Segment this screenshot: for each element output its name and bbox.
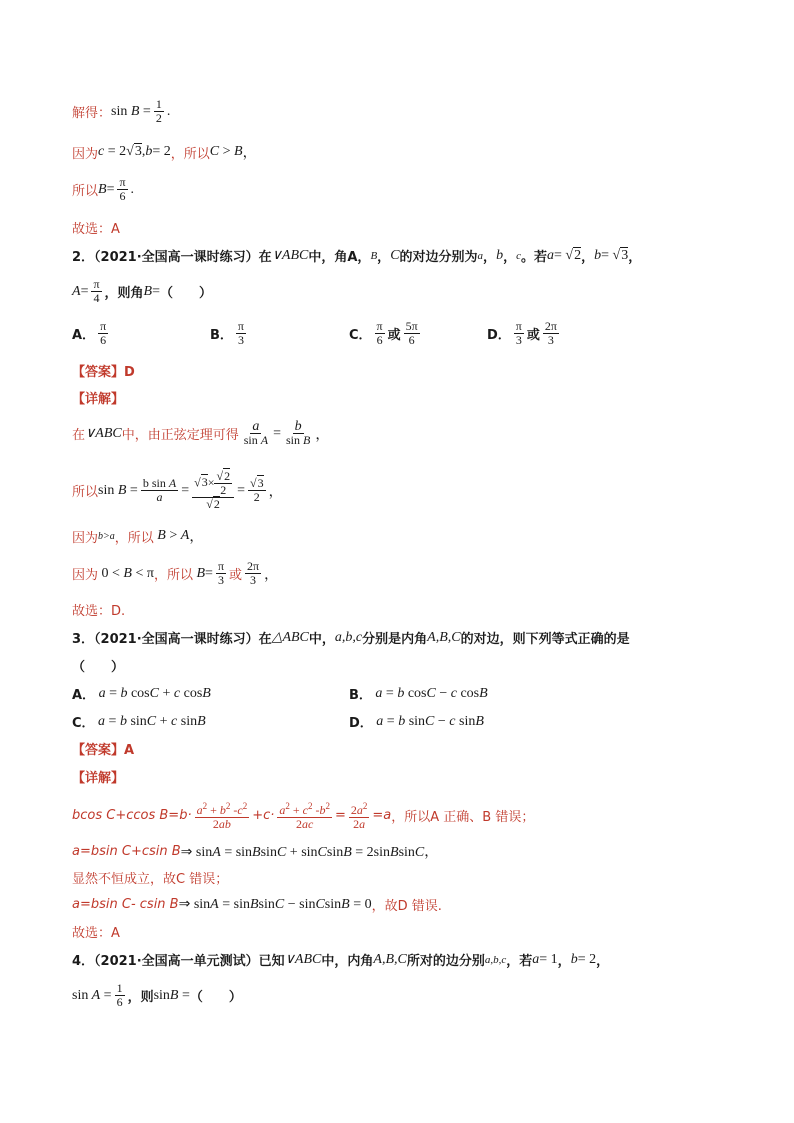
question-4-stem-line2: sin A = $\frac{1}{6}$ ，则 sinB = （ ） <box>72 981 242 1009</box>
q2-option-b[interactable]: B． $\frac{\pi}{3}$ <box>210 319 244 347</box>
q2-option-a[interactable]: A． $\frac{\pi}{6}$ <box>72 319 107 347</box>
q3-answer: 【答案】A <box>72 743 135 758</box>
q2-detail-label: 【详解】 <box>72 392 125 407</box>
question-3-stem: 3．（2021·全国高一课时练习）在 △ABC 中， a,b,c 分别是内角 A,B,C 的对边，则下列等式正确的是 <box>72 629 630 647</box>
q2-detail-5: 故选：D. <box>72 604 126 619</box>
q2-detail-3: 因为 b>a ，所以 B > A ， <box>72 528 204 546</box>
q3-detail-5: 故选：A <box>72 926 120 941</box>
question-4-stem: 4．（2021·全国高一单元测试）已知 ∨ABC 中，内角 A,B,C 所对的边分别 a,b,c ，若 a = 1 ， b = 2 ， <box>72 951 610 969</box>
q3-detail-2: a=bsin C+csin B ⇒ sinA = sinBsinC + sinCsinB = 2sinBsinC， <box>72 843 439 860</box>
q2-detail-4: 因为 0 < B < π ，所以 B = $\frac{\pi}{3}$ 或 $\frac{2\pi}{3}$ ， <box>72 559 279 587</box>
question-2-stem: 2．（2021·全国高一课时练习）在 ∨ABC 中，角A， B ， C 的对边分别为 a ， b ， c 。若 a = √2 ， b = √3 ， <box>72 247 642 265</box>
choice-line: 故选：A <box>72 222 120 237</box>
q2-answer: 【答案】D <box>72 365 135 380</box>
q3-detail-label: 【详解】 <box>72 771 125 786</box>
solve-line: 解得： sin B = $\frac{1}{2}$ . <box>72 97 171 125</box>
q3-detail-3: 显然不恒成立，故C 错误； <box>72 872 229 887</box>
q3-option-b[interactable]: B． a = b cosC − c cosB <box>349 685 488 703</box>
q3-option-c[interactable]: C． a = b sinC + c sinB <box>72 713 206 731</box>
q2-option-c[interactable]: C． $\frac{\pi}{6}$ 或 $\frac{5\pi}{6}$ <box>349 319 418 347</box>
question-2-stem-line2: A = $\frac{\pi}{4}$ ，则角 B = （ ） <box>72 277 213 305</box>
because-line: 因为 c = 2√3, b = 2 ，所以 C > B ， <box>72 144 257 162</box>
q2-detail-1: 在 ∨ABC 中，由正弦定理可得 $\frac{a}{\text{sin A}}$ = $\frac{b}{\text{sin B}}$ ， <box>72 419 330 447</box>
q3-option-d[interactable]: D． a = b sinC − c sinB <box>349 713 484 731</box>
q2-option-d[interactable]: D． $\frac{\pi}{3}$ 或 $\frac{2\pi}{3}$ <box>487 319 557 347</box>
q2-detail-2: 所以 sin B = $\frac{\text{b sin A}}{a}$ = √3× $\frac{√2}{2}$ √2 = $\frac{√3}{2}$ ， <box>72 469 283 511</box>
so-line: 所以 B = $\frac{\pi}{6}$ . <box>72 175 135 203</box>
question-3-paren: （ ） <box>72 660 125 675</box>
q3-detail-1: bcos C+ccos B=b· $\frac{a^2 + b^2 -c^2}{2ab}$ +c· $\frac{a^2 + c^2 -b^2}{2ac}$ = $\frac{2a^2}{2a}$ =a ，所以A 正确、B 错误； <box>72 801 535 831</box>
q3-detail-4: a=bsin C- csin B ⇒ sinA = sinBsinC − sinCsinB = 0 ，故D 错误. <box>72 897 442 914</box>
q3-option-a[interactable]: A． a = b cosC + c cosB <box>72 685 211 703</box>
